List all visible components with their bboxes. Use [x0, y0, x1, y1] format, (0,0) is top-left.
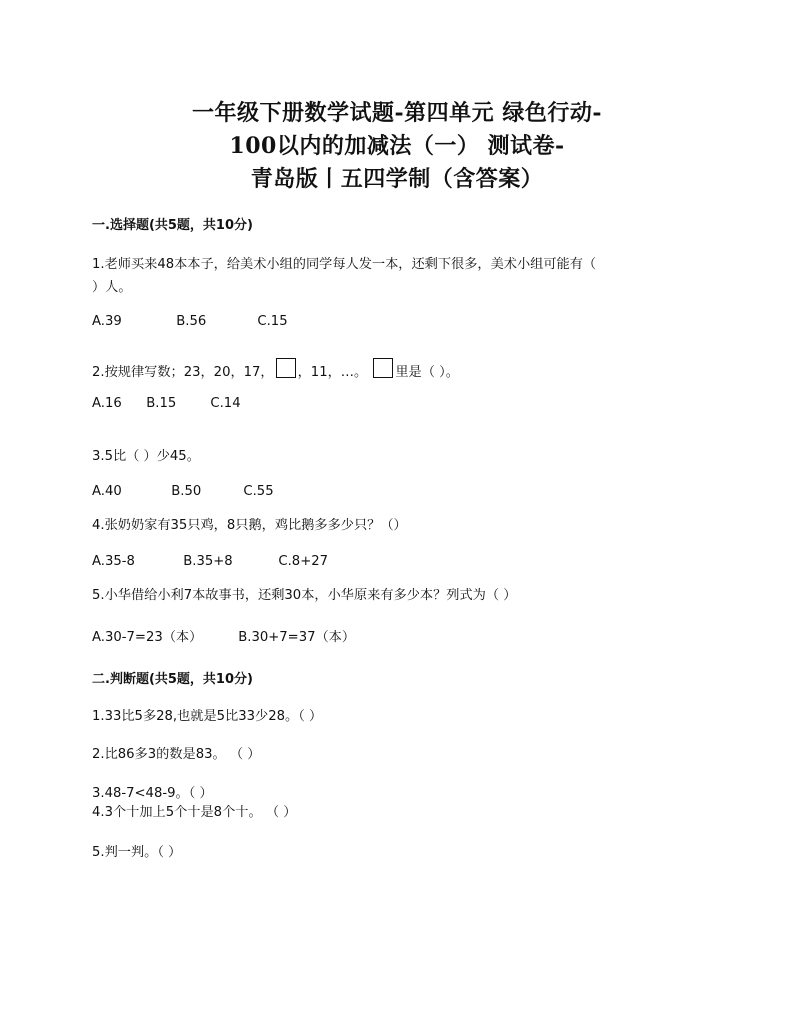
option-b: B.50 — [171, 484, 202, 499]
question-5-options — [92, 626, 355, 645]
question-5: 5.小华借给小利7本故事书，还剩30本，小华原来有多少本？列式为（ ） — [92, 588, 517, 603]
option-a: A.40 — [92, 484, 122, 499]
option-b: B.56 — [176, 314, 207, 329]
tf-question-4: 4.3个十加上5个十是8个十。 （ ） — [92, 805, 297, 820]
question-4: 4.张奶奶家有35只鸡，8只鹅，鸡比鹅多多少只？（） — [92, 518, 407, 533]
tf-question-2: 2.比86多3的数是83。 （ ） — [92, 747, 261, 762]
section-heading-choice: 一.选择题(共5题，共10分) — [92, 218, 253, 233]
option-b: B.30+7=37（本） — [238, 630, 356, 645]
option-a: A.39 — [92, 314, 122, 329]
option-c: C.14 — [210, 396, 241, 411]
question-2 — [92, 358, 459, 384]
question-3-options — [92, 484, 274, 499]
option-a: A.35-8 — [92, 554, 135, 569]
option-c: C.15 — [257, 314, 288, 329]
option-c: C.8+27 — [278, 554, 329, 569]
question-4-options — [92, 554, 328, 569]
tf-question-3: 3.48-7<48-9。（ ） — [92, 786, 213, 801]
option-b: B.35+8 — [183, 554, 233, 569]
question-2-part-2: ，11，…。 — [297, 365, 368, 380]
tf-question-1: 1.33比5多28,也就是5比33少28。（ ） — [92, 709, 323, 724]
title-line-3: 青岛版丨五四学制（含答案） — [250, 166, 544, 192]
question-1-line-2: ）人。 — [92, 280, 132, 295]
title-line-2: 100以内的加减法（一） 测试卷- — [229, 133, 565, 159]
section-heading-true-false: 二.判断题(共5题，共10分) — [92, 672, 253, 687]
question-2-part-3: 里是（ ）。 — [395, 365, 459, 380]
question-3: 3.5比（ ）少45。 — [92, 449, 200, 464]
option-a: A.30-7=23（本） — [92, 630, 203, 645]
blank-box — [276, 358, 296, 378]
option-b: B.15 — [146, 396, 177, 411]
question-2-part-1: 2.按规律写数；23，20，17， — [92, 365, 274, 380]
question-1-line-1: 1.老师买来48本本子，给美术小组的同学每人发一本，还剩下很多，美术小组可能有（ — [92, 257, 597, 272]
question-2-options — [92, 396, 241, 411]
tf-question-5: 5.判一判。（ ） — [92, 845, 182, 860]
option-a: A.16 — [92, 396, 122, 411]
title-line-1: 一年级下册数学试题-第四单元 绿色行动- — [192, 100, 602, 126]
question-1-options — [92, 314, 288, 329]
blank-box — [373, 358, 393, 378]
option-c: C.55 — [243, 484, 274, 499]
